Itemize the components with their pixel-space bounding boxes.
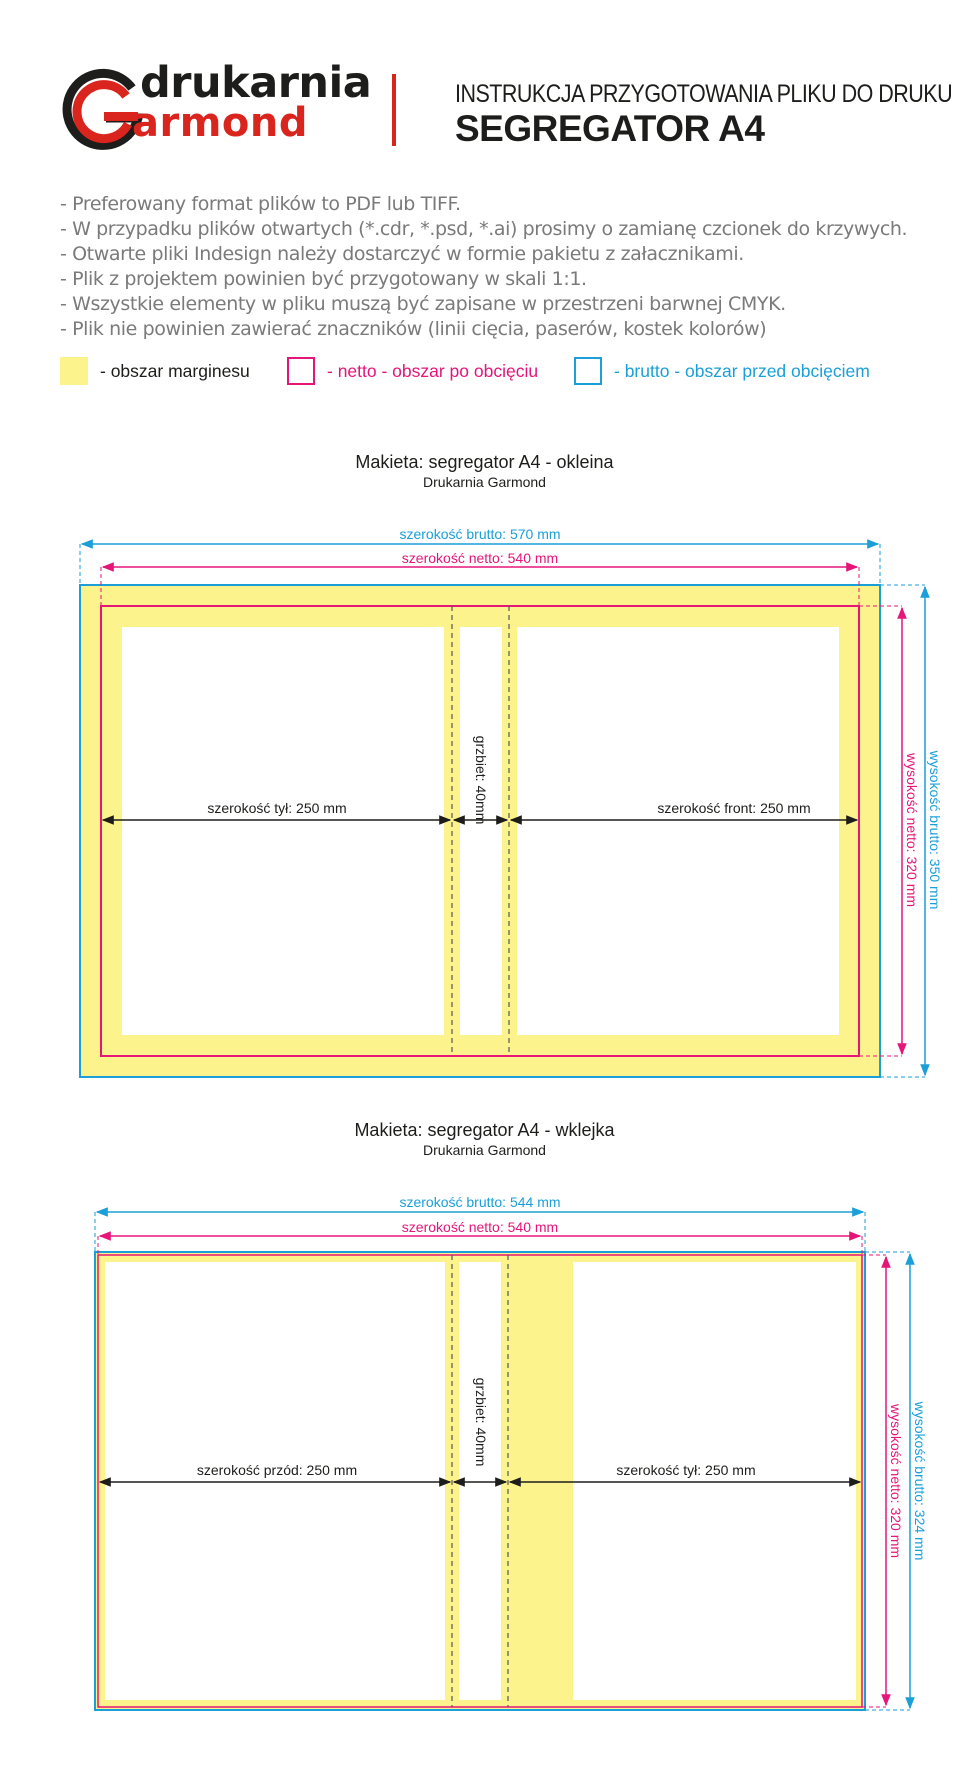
- diagram2-title: Makieta: segregator A4 - wklejka: [354, 1120, 615, 1140]
- instruction-item: - Wszystkie elementy w pliku muszą być zapisane w przestrzeni barwnej CMYK.: [60, 293, 786, 315]
- diagram1-subtitle: Drukarnia Garmond: [423, 474, 546, 490]
- instruction-item: - Plik z projektem powinien być przygotowany w skali 1:1.: [60, 268, 587, 290]
- legend-brutto-label: - brutto - obszar przed obcięciem: [614, 360, 870, 381]
- diagram2-back-safe-area: [573, 1262, 856, 1700]
- diagram1-title: Makieta: segregator A4 - okleina: [355, 452, 614, 472]
- diagram2-front-width-label: szerokość przód: 250 mm: [196, 1462, 358, 1478]
- diagram1-netto-height-label: wysokość netto: 320 mm: [904, 752, 920, 908]
- diagram2-netto-width-label: szerokość netto: 540 mm: [401, 1219, 559, 1235]
- diagram1-back-width-label: szerokość tył: 250 mm: [207, 800, 347, 816]
- header-subtitle: INSTRUKCJA PRZYGOTOWANIA PLIKU DO DRUKU: [455, 80, 953, 108]
- diagram2-front-safe-area: [105, 1262, 445, 1700]
- page-title: SEGREGATOR A4: [455, 108, 765, 149]
- diagram1-front-width-label: szerokość front: 250 mm: [657, 800, 811, 816]
- logo-text-garmond: armond: [132, 100, 308, 146]
- instruction-item: - Preferowany format plików to PDF lub TIFF.: [60, 193, 461, 215]
- diagram2-back-width-label: szerokość tył: 250 mm: [616, 1462, 756, 1478]
- diagram1-spine-label: grzbiet: 40mm: [473, 735, 489, 825]
- diagram1-brutto-width-label: szerokość brutto: 570 mm: [399, 526, 561, 542]
- diagram2-spine-safe-area: [459, 1262, 501, 1700]
- diagram2-netto-height-label: wysokość netto: 320 mm: [888, 1403, 904, 1559]
- instruction-item: - Plik nie powinien zawierać znaczników (linii cięcia, paserów, kostek kolorów): [60, 318, 767, 340]
- diagram1-brutto-height-label: wysokość brutto: 350 mm: [927, 750, 943, 910]
- legend-netto-label: - netto - obszar po obcięciu: [327, 360, 539, 381]
- legend-margin-label: - obszar marginesu: [100, 360, 250, 381]
- diagram2-brutto-width-label: szerokość brutto: 544 mm: [399, 1194, 561, 1210]
- diagram2-brutto-height-label: wysokość brutto: 324 mm: [912, 1401, 928, 1561]
- diagram2-spine-label: grzbiet: 40mm: [473, 1377, 489, 1467]
- instruction-item: - Otwarte pliki Indesign należy dostarczyć w formie pakietu z załacznikami.: [60, 243, 744, 265]
- instruction-item: - W przypadku plików otwartych (*.cdr, *.psd, *.ai) prosimy o zamianę czcionek do krzywych.: [60, 218, 908, 240]
- logo-text-drukarnia: drukarnia: [140, 58, 372, 108]
- diagram1-netto-width-label: szerokość netto: 540 mm: [401, 550, 559, 566]
- diagram2-subtitle: Drukarnia Garmond: [423, 1142, 546, 1158]
